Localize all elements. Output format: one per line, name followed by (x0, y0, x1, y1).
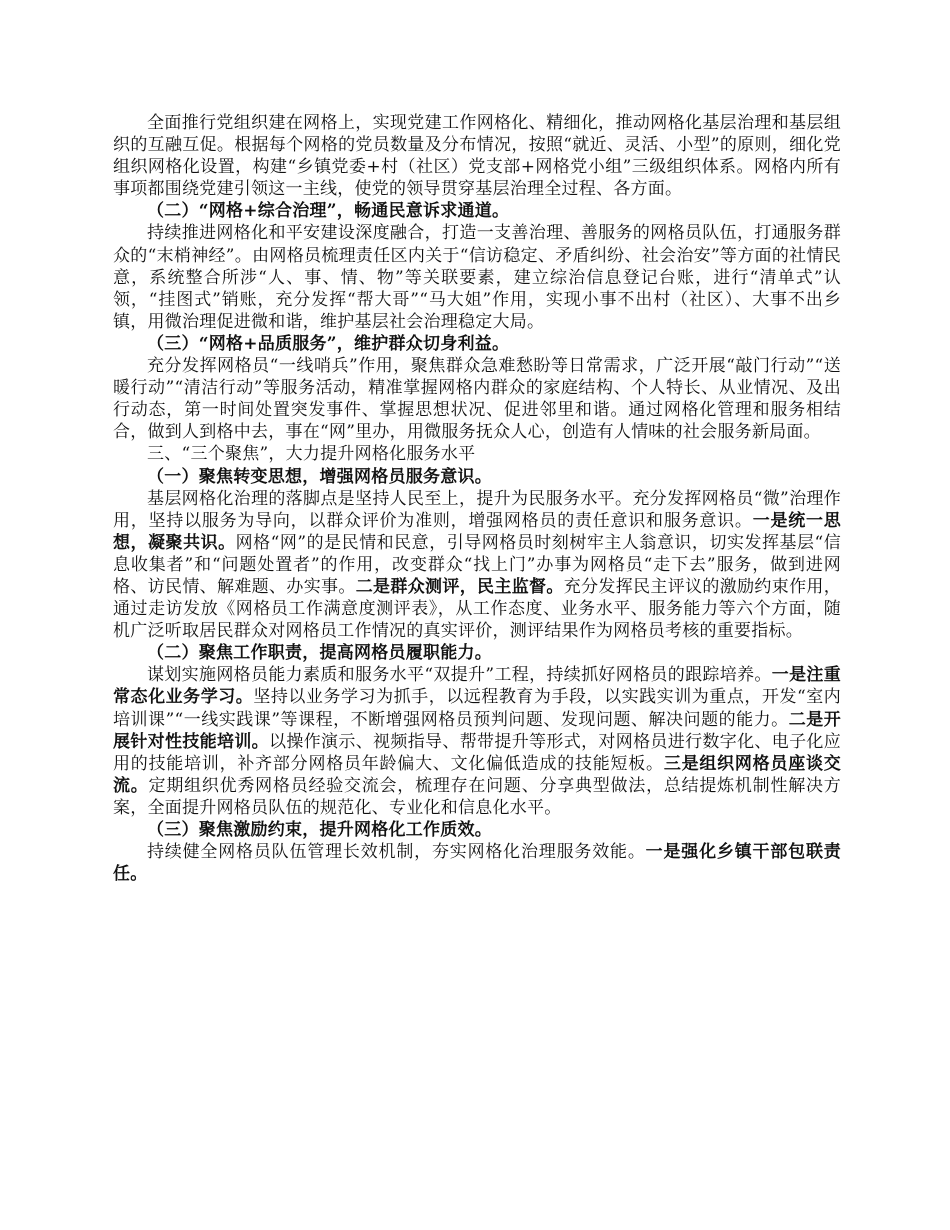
bold-text-run: （三）聚焦激励约束，提升网格化工作质效。 (147, 820, 492, 840)
text-run: 谋划实施网格员能力素质和服务水平“双提升”工程，持续抓好网格员的跟踪培养。 (147, 665, 772, 686)
section-heading (113, 200, 841, 222)
text-run: 充分发挥民主评议的激励约束作用，通过走访发放《网格员工作满意度测评表》，从工作态度、业务水平、服务能力等六个方面，随机广泛听取居民群众对网格员工作情况的真实评价，测评结果作为网格员考核的重要指标。 (113, 576, 842, 642)
text-run: 以操作演示、视频指导、帮带提升等形式，对网格员进行数字化、电子化应用的技能培训，补齐部分网格员年龄偏大、文化偏低造成的技能短板。 (113, 731, 842, 774)
body-paragraph (113, 841, 841, 885)
section-heading (113, 466, 841, 488)
document-body (113, 112, 841, 885)
body-paragraph (113, 355, 841, 443)
section-heading (113, 819, 841, 841)
text-run: 基层网格化治理的落脚点是坚持人民至上，提升为民服务水平。充分发挥网格员“微”治理作用，坚持以服务为导向，以群众评价为准则，增强网格员的责任意识和服务意识。 (113, 488, 841, 531)
text-run: 持续推进网格化和平安建设深度融合，打造一支善治理、善服务的网格员队伍，打通服务群众的“末梢神经”。由网格员梳理责任区内关于“信访稳定、矛盾纠纷、社会治安”等方面的社情民意，系统整合所涉“人、事、情、物”等关联要素，建立综治信息登记台账，进行“清单式”认领，“挂图式”销账，充分发挥“帮大哥”“马大姐”作用，实现小事不出村（社区）、大事不出乡镇，用微治理促进微和谐，维护基层社会治理稳定大局。 (113, 223, 841, 332)
text-run: 持续健全网格员队伍管理长效机制，夯实网格化治理服务效能。 (147, 842, 646, 863)
body-paragraph (113, 222, 841, 332)
section-heading (113, 333, 841, 355)
bold-text-run: （一）聚焦转变思想，增强网格员服务意识。 (147, 466, 492, 487)
body-paragraph (113, 664, 841, 819)
bold-text-run: （三）“网格+品质服务”，维护群众切身利益。 (147, 333, 510, 354)
text-run: 网格“网”的是民情和民意，引导网格员时刻树牢主人翁意识，切实发挥基层“信息收集者”和“问题处置者”的作用，改变群众“找上门”办事为网格员“走下去”服务，做到进网格、访民情、解难题、办实事。 (113, 532, 842, 597)
bold-text-run: 二是开展针对性技能培训。 (113, 709, 841, 752)
bold-text-run: 一是强化乡镇干部包联责任。 (113, 842, 842, 885)
body-paragraph (113, 488, 841, 643)
text-run: 定期组织优秀网格员经验交流会，梳理存在问题、分享典型做法，总结提炼机制性解决方案，全面提升网格员队伍的规范化、专业化和信息化水平。 (113, 775, 842, 818)
section-heading (113, 642, 841, 664)
bold-text-run: 一是注重常态化业务学习。 (113, 665, 842, 708)
bold-text-run: 二是群众测评，民主监督。 (355, 576, 564, 597)
bold-text-run: （二）聚焦工作职责，提高网格员履职能力。 (147, 643, 492, 664)
text-run: 三、“三个聚焦”，大力提升网格化服务水平 (147, 444, 476, 465)
text-run: 充分发挥网格员“一线哨兵”作用，聚焦群众急难愁盼等日常需求，广泛开展“敲门行动”“送暖行动”“清洁行动”等服务活动，精准掌握网格内群众的家庭结构、个人特长、从业情况、及出行动态，第一时间处置突发事件、掌握思想状况、促进邻里和谐。通过网格化管理和服务相结合，做到人到格中去，事在“网”里办，用微服务抚众人心，创造有人情味的社会服务新局面。 (113, 356, 841, 443)
text-run: 坚持以业务学习为抓手，以远程教育为手段，以实践实训为重点，开发“室内培训课”“一线实践课”等课程，不断增强网格员预判问题、发现问题、解决问题的能力。 (113, 687, 841, 730)
bold-text-run: （二）“网格+综合治理”，畅通民意诉求通道。 (147, 201, 510, 222)
bold-text-run: 一是统一思想，凝聚共识。 (113, 510, 842, 553)
text-run: 全面推行党组织建在网格上，实现党建工作网格化、精细化，推动网格化基层治理和基层组织的互融互促。根据每个网格的党员数量及分布情况，按照“就近、灵活、小型”的原则，细化党组织网格化设置，构建“乡镇党委+村（社区）党支部+网格党小组”三级组织体系。网格内所有事项都围绕党建引领这一主线，使党的领导贯穿基层治理全过程、各方面。 (113, 113, 841, 200)
bold-text-run: 三是组织网格员座谈交流。 (113, 753, 842, 796)
body-paragraph (113, 112, 841, 200)
section-heading (113, 443, 841, 465)
